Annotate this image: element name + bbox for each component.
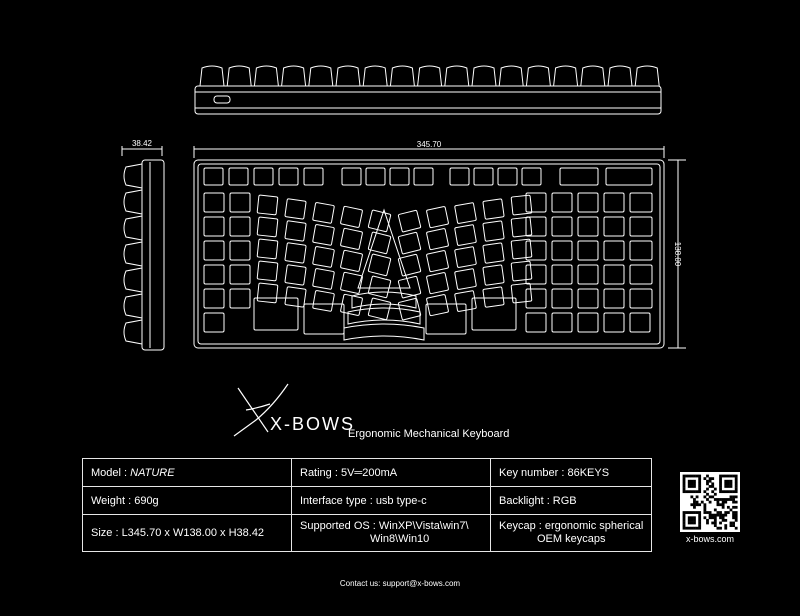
keycap	[578, 313, 598, 332]
keycap	[230, 289, 250, 308]
keycap-profile	[282, 66, 306, 86]
keycap	[368, 232, 391, 254]
keycap-profile	[227, 66, 251, 86]
keycap	[578, 241, 598, 260]
keycap	[285, 265, 306, 285]
spec-model: Model : NATURE	[83, 459, 292, 487]
keycap-profile	[336, 66, 360, 86]
keycap	[606, 168, 652, 185]
keyboard-top-view-drawing	[186, 138, 696, 354]
keycap	[552, 217, 572, 236]
qr-caption: x-bows.com	[685, 534, 734, 544]
keycap	[552, 313, 572, 332]
keycap	[313, 202, 335, 223]
keycap	[342, 168, 361, 185]
keycap	[304, 168, 323, 185]
spec-rating: Rating : 5V═200mA	[292, 459, 491, 487]
keycap	[230, 217, 250, 236]
keycap	[285, 287, 306, 307]
keycap-side	[124, 216, 142, 240]
spec-interface: Interface type : usb type-c	[292, 487, 491, 515]
keycap	[604, 289, 624, 308]
keycap	[483, 199, 504, 219]
keycap	[257, 217, 278, 237]
center-arc-key	[348, 308, 420, 324]
table-row	[83, 487, 652, 515]
keycap	[426, 272, 448, 294]
keycap	[526, 265, 546, 284]
keycap	[604, 193, 624, 212]
keycap	[230, 193, 250, 212]
keycap	[522, 168, 541, 185]
keycap	[560, 168, 598, 185]
spec-key-number: Key number : 86KEYS	[491, 459, 652, 487]
keycap-profile	[309, 66, 333, 86]
keycap	[204, 313, 224, 332]
keycap	[511, 217, 532, 237]
keycap	[398, 210, 421, 232]
keycap	[578, 289, 598, 308]
qr-code-icon[interactable]	[680, 472, 740, 532]
keycap	[426, 250, 448, 272]
keycap-profile	[363, 66, 387, 86]
keycap	[254, 168, 273, 185]
keycap	[285, 243, 306, 263]
table-row	[83, 515, 652, 552]
spec-weight: Weight : 690g	[83, 487, 292, 515]
keycap-profile	[445, 66, 469, 86]
center-arc-key	[344, 324, 424, 340]
keycap	[414, 168, 433, 185]
keycap-profile	[635, 66, 659, 86]
keycap	[552, 289, 572, 308]
keycap	[398, 232, 421, 254]
keycap	[426, 228, 448, 250]
keycap	[526, 193, 546, 212]
keycap-side	[124, 294, 142, 318]
keycap	[204, 265, 224, 284]
keycap	[313, 268, 335, 289]
keycap	[498, 168, 517, 185]
keycap	[578, 265, 598, 284]
brand-tagline: Ergonomic Mechanical Keyboard	[348, 428, 510, 440]
keycap	[390, 168, 409, 185]
keycap	[313, 290, 335, 311]
keycap	[526, 217, 546, 236]
keycap	[368, 254, 391, 276]
center-arc-key	[352, 292, 416, 308]
keycap-profile	[554, 66, 578, 86]
keycap	[285, 199, 306, 219]
keycap	[630, 289, 652, 308]
keycap	[455, 247, 477, 268]
keycap	[578, 217, 598, 236]
keycap-side	[124, 164, 142, 188]
keycap	[398, 254, 421, 276]
keycap	[630, 265, 652, 284]
keyboard-front-profile-drawing	[190, 58, 666, 120]
keycap	[229, 168, 248, 185]
keycap-side	[124, 242, 142, 266]
keycap	[630, 241, 652, 260]
center-key-cluster	[358, 210, 410, 288]
keycap	[552, 241, 572, 260]
keycap	[204, 289, 224, 308]
keycap	[552, 193, 572, 212]
keycap	[578, 193, 598, 212]
keycap	[630, 313, 650, 332]
keycap-profile	[608, 66, 632, 86]
keycap	[204, 168, 223, 185]
keycap-profile	[499, 66, 523, 86]
keycap	[368, 276, 391, 298]
keycap	[204, 217, 224, 236]
brand-name: X-BOWS	[270, 414, 356, 434]
keycap	[455, 269, 477, 290]
keycap	[230, 265, 250, 284]
keycap	[204, 241, 224, 260]
keycap	[313, 246, 335, 267]
keyboard-side-profile-drawing	[112, 140, 176, 354]
keycap	[483, 287, 504, 307]
keycap	[455, 225, 477, 246]
keycap	[257, 239, 278, 259]
spec-backlight: Backlight : RGB	[491, 487, 652, 515]
keycap	[450, 168, 469, 185]
keycap-profile	[254, 66, 278, 86]
spec-size: Size : L345.70 x W138.00 x H38.42	[83, 515, 292, 552]
keycap	[230, 241, 250, 260]
keycap	[426, 294, 448, 316]
keycap	[526, 289, 546, 308]
contact-info: Contact us: support@x-bows.com	[339, 579, 461, 588]
keycap	[526, 313, 546, 332]
keycap	[285, 221, 306, 241]
keycap	[474, 168, 493, 185]
keycap-side	[124, 320, 142, 344]
spec-table	[82, 458, 652, 552]
keycap	[604, 265, 624, 284]
keycap-profile	[390, 66, 414, 86]
keycap-line-2: OEM keycaps	[537, 533, 606, 545]
keycap	[604, 241, 624, 260]
keycap	[483, 265, 504, 285]
height-dimension-label: 38.42	[131, 140, 153, 148]
keycap	[257, 195, 278, 215]
keycap	[426, 304, 466, 334]
keycap-side	[124, 190, 142, 214]
table-row	[83, 459, 652, 487]
keycap	[340, 250, 362, 272]
keycap	[472, 298, 516, 330]
keycap	[426, 206, 448, 228]
keycap-profile	[581, 66, 605, 86]
keycap-profile	[200, 66, 224, 86]
os-line-1: Supported OS : WinXP\Vista\win7\	[300, 520, 469, 532]
keycap	[204, 193, 224, 212]
keycap	[313, 224, 335, 245]
keycap-profile	[472, 66, 496, 86]
keycap	[340, 228, 362, 250]
spec-keycap	[491, 515, 652, 552]
model-value: NATURE	[130, 466, 175, 479]
keycap	[552, 265, 572, 284]
keycap	[604, 217, 624, 236]
keycap	[511, 239, 532, 259]
keycap-profile	[418, 66, 442, 86]
spec-os	[292, 515, 491, 552]
keycap	[511, 283, 532, 303]
keycap	[483, 243, 504, 263]
length-dimension-label: 345.70	[416, 140, 442, 149]
keycap	[304, 304, 344, 334]
keycap	[257, 261, 278, 281]
keycap-line-1: Keycap : ergonomic spherical	[499, 520, 644, 532]
keycap	[511, 261, 532, 281]
os-line-2: Win8\Win10	[370, 533, 430, 545]
width-dimension-label: 138.00	[673, 241, 682, 267]
keycap	[455, 203, 477, 224]
keycap	[483, 221, 504, 241]
keycap	[630, 217, 652, 236]
keycap	[340, 206, 362, 228]
keycap	[630, 193, 652, 212]
keycap	[366, 168, 385, 185]
keycap-profile	[526, 66, 550, 86]
keycap	[279, 168, 298, 185]
keycap	[604, 313, 624, 332]
keycap-side	[124, 268, 142, 292]
keycap	[257, 283, 278, 303]
